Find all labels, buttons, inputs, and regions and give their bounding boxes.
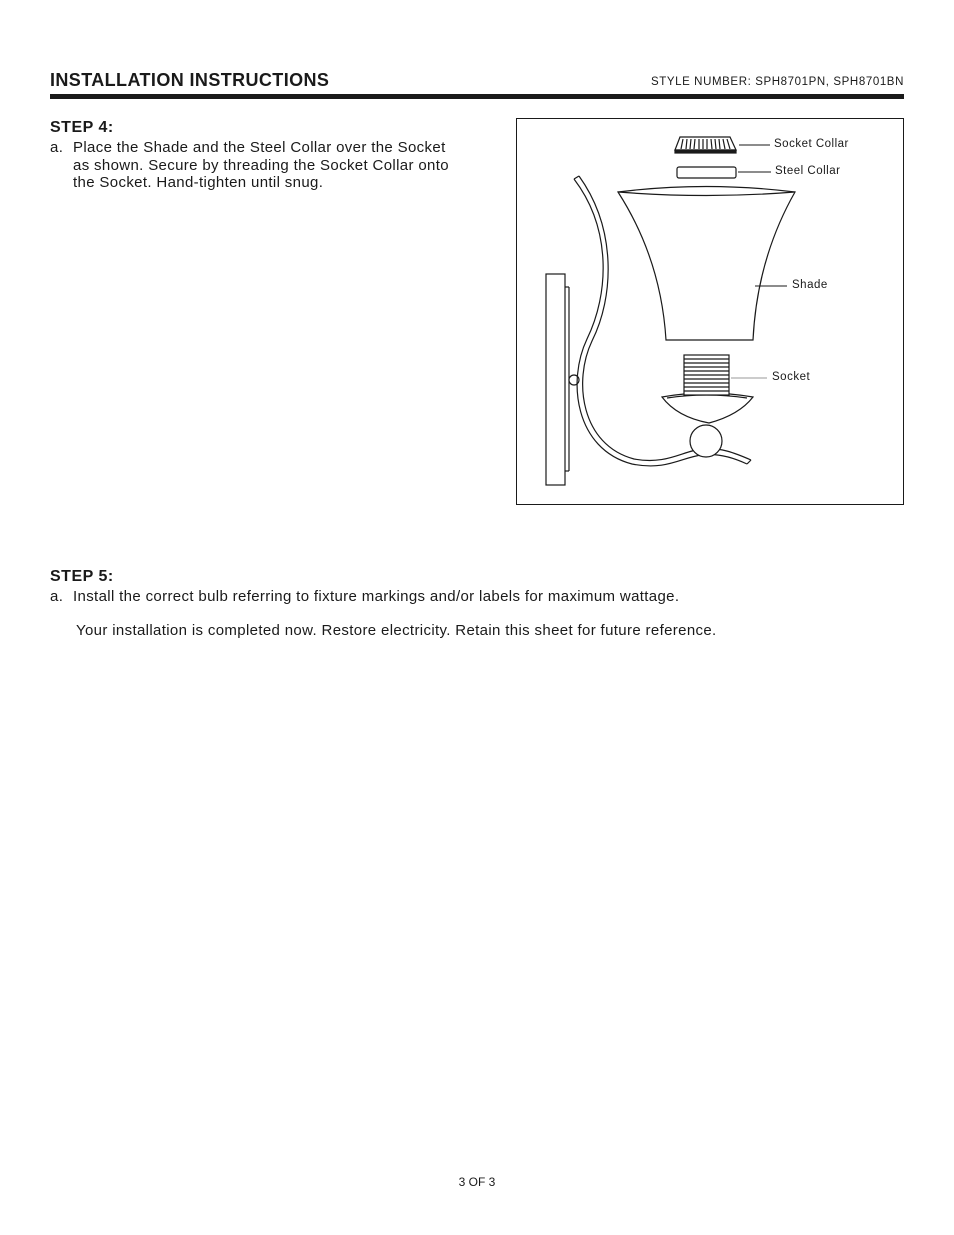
label-shade: Shade bbox=[792, 279, 828, 291]
step-4-instruction bbox=[50, 139, 449, 192]
label-socket: Socket bbox=[772, 371, 811, 383]
shade-illustration bbox=[618, 187, 795, 341]
step-4-line-3: the Socket. Hand-tighten until snug. bbox=[73, 174, 324, 191]
steel-collar-illustration bbox=[677, 167, 736, 178]
step-5-instruction bbox=[50, 588, 679, 606]
page-title: INSTALLATION INSTRUCTIONS bbox=[50, 70, 330, 90]
step-4-line-1 bbox=[50, 139, 449, 157]
wall-plate bbox=[546, 274, 579, 485]
step-4-line-1-text: Place the Shade and the Steel Collar over the Socket bbox=[73, 139, 446, 156]
step-5-heading: STEP 5: bbox=[50, 568, 114, 585]
step-4-line-2: as shown. Secure by threading the Socket Collar onto bbox=[73, 156, 449, 174]
label-steel-collar: Steel Collar bbox=[775, 165, 841, 177]
page-number: 3 OF 3 bbox=[458, 1175, 496, 1189]
step-4-heading: STEP 4: bbox=[50, 119, 114, 136]
step-5-text: Install the correct bulb referring to fixture markings and/or labels for maximum wattage. bbox=[73, 588, 680, 605]
socket-collar-illustration bbox=[675, 137, 736, 153]
completion-note: Your installation is completed now. Restore electricity. Retain this sheet for future reference. bbox=[76, 622, 717, 639]
socket-threads bbox=[684, 355, 729, 395]
style-number: STYLE NUMBER: SPH8701PN, SPH8701BN bbox=[650, 76, 904, 88]
step-4-marker: a. bbox=[50, 139, 64, 156]
assembly-illustration bbox=[517, 119, 903, 504]
header-rule bbox=[50, 94, 904, 99]
step-5-marker: a. bbox=[50, 588, 64, 605]
assembly-diagram bbox=[516, 118, 904, 505]
socket-base bbox=[662, 393, 753, 457]
label-socket-collar: Socket Collar bbox=[774, 138, 849, 150]
